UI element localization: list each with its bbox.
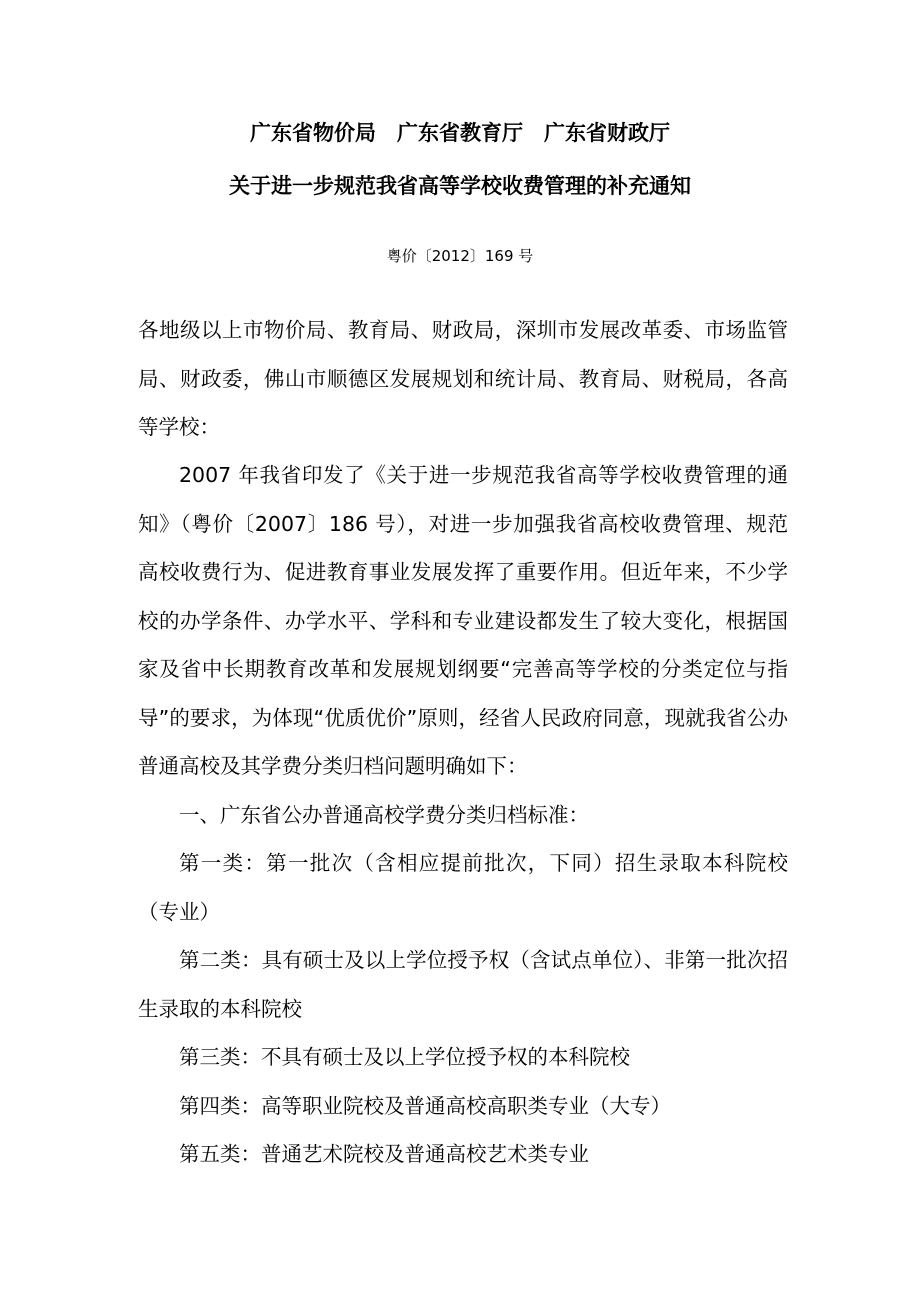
category-2: 第二类：具有硕士及以上学位授予权（含试点单位）、非第一批次招生录取的本科院校 (138, 948, 788, 1021)
addressee-block (138, 306, 788, 452)
document-number: 粤价〔2012〕169 号 (386, 247, 534, 265)
category-4: 第四类：高等职业院校及普通高校高职类专业（大专） (179, 1093, 671, 1118)
category-5: 第五类：普通艺术院校及普通高校艺术类专业 (179, 1142, 589, 1166)
body-content (138, 451, 788, 1179)
category-3: 第三类：不具有硕士及以上学位授予权的本科院校 (179, 1045, 630, 1069)
category-1: 第一类：第一批次（含相应提前批次，下同）招生录取本科院校（专业） (138, 851, 788, 924)
section-heading-1: 一、广东省公办普通高校学费分类归档标准： (179, 802, 589, 827)
paragraph-intro: 2007 年我省印发了《关于进一步规范我省高等学校收费管理的通知》（粤价〔2007〕186 号），对进一步加强我省高校收费管理、规范高校收费行为、促进教育事业发展发挥了重要作用。但近年来，不少学校的办学条件、办学水平、学科和专业建设都发生了较大变化，根据国家及省中长期教育改革和发展规划纲要“完善高等学校的分类定位与指导”的要求，为体现“优质优价”原则，经省人民政府同意，现就我省公办普通高校及其学费分类归档问题明确如下： (138, 463, 788, 778)
document-title: 关于进一步规范我省高等学校收费管理的补充通知 (229, 174, 691, 198)
addressee: 各地级以上市物价局、教育局、财政局，深圳市发展改革委、市场监管局、财政委，佛山市顺德区发展规划和统计局、教育局、财税局，各高等学校： (138, 318, 788, 439)
issuers-heading: 广东省物价局 广东省教育厅 广东省财政厅 (250, 121, 670, 145)
